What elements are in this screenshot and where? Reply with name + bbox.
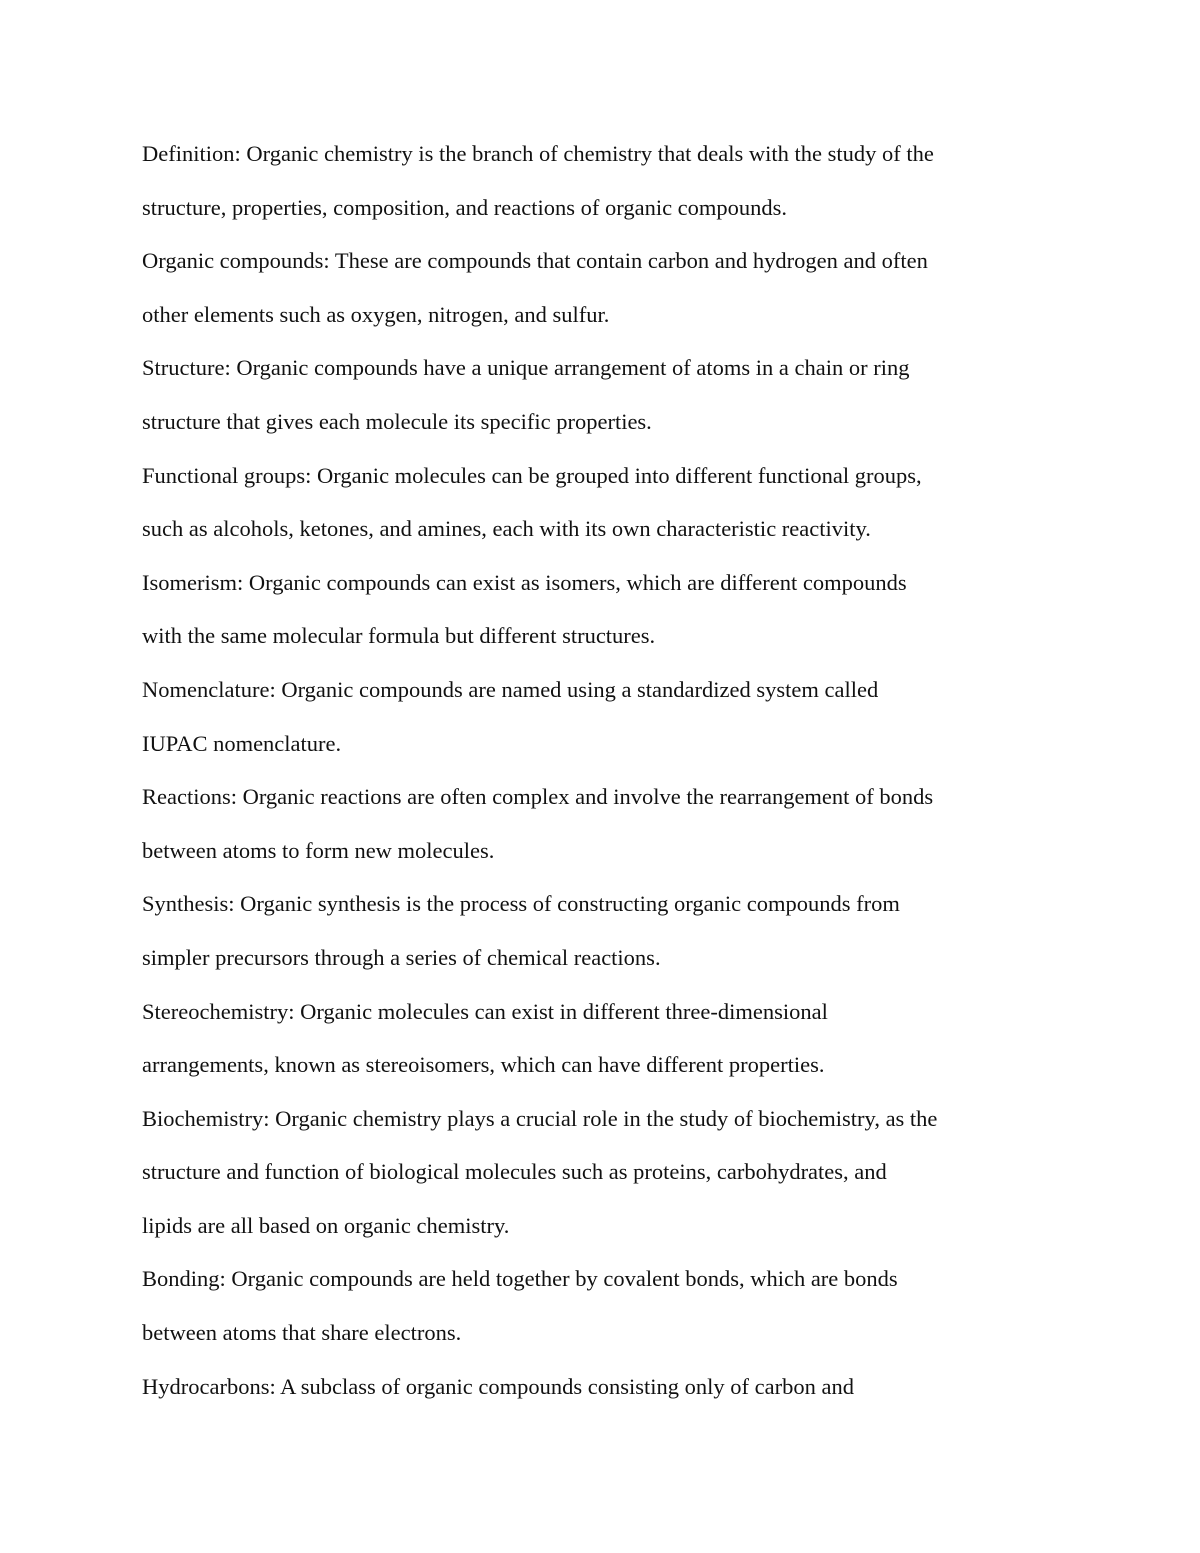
text-line: lipids are all based on organic chemistry. (142, 1212, 510, 1238)
text-line: Organic compounds: These are compounds that contain carbon and hydrogen and often (142, 248, 928, 274)
text-line: other elements such as oxygen, nitrogen, and sulfur. (142, 301, 610, 327)
text-line: Synthesis: Organic synthesis is the process of constructing organic compounds from (142, 891, 900, 917)
text-line: Structure: Organic compounds have a unique arrangement of atoms in a chain or ring (142, 355, 910, 381)
text-line: structure that gives each molecule its specific properties. (142, 408, 652, 434)
text-line: Stereochemistry: Organic molecules can exist in different three-dimensional (142, 998, 828, 1024)
text-line: structure and function of biological molecules such as proteins, carbohydrates, and (142, 1159, 887, 1185)
text-line: structure, properties, composition, and reactions of organic compounds. (142, 194, 788, 220)
text-line: Biochemistry: Organic chemistry plays a crucial role in the study of biochemistry, as the (142, 1105, 938, 1131)
text-line: such as alcohols, ketones, and amines, each with its own characteristic reactivity. (142, 516, 871, 542)
text-line: simpler precursors through a series of chemical reactions. (142, 944, 661, 970)
document-body (142, 127, 1062, 1413)
text-line: arrangements, known as stereoisomers, which can have different properties. (142, 1052, 825, 1078)
text-line: with the same molecular formula but different structures. (142, 623, 656, 649)
text-line: IUPAC nomenclature. (142, 730, 342, 756)
text-line: between atoms to form new molecules. (142, 837, 495, 863)
text-line: Reactions: Organic reactions are often complex and involve the rearrangement of bonds (142, 784, 934, 810)
text-line: Definition: Organic chemistry is the branch of chemistry that deals with the study of the (142, 141, 934, 166)
text-line: Nomenclature: Organic compounds are named using a standardized system called (142, 676, 879, 702)
text-line: Bonding: Organic compounds are held together by covalent bonds, which are bonds (142, 1266, 898, 1292)
text-line: Isomerism: Organic compounds can exist as isomers, which are different compounds (142, 569, 907, 595)
text-line: between atoms that share electrons. (142, 1320, 462, 1346)
text-line: Hydrocarbons: A subclass of organic compounds consisting only of carbon and (142, 1373, 854, 1399)
text-line: Functional groups: Organic molecules can be grouped into different functional groups, (142, 462, 922, 488)
